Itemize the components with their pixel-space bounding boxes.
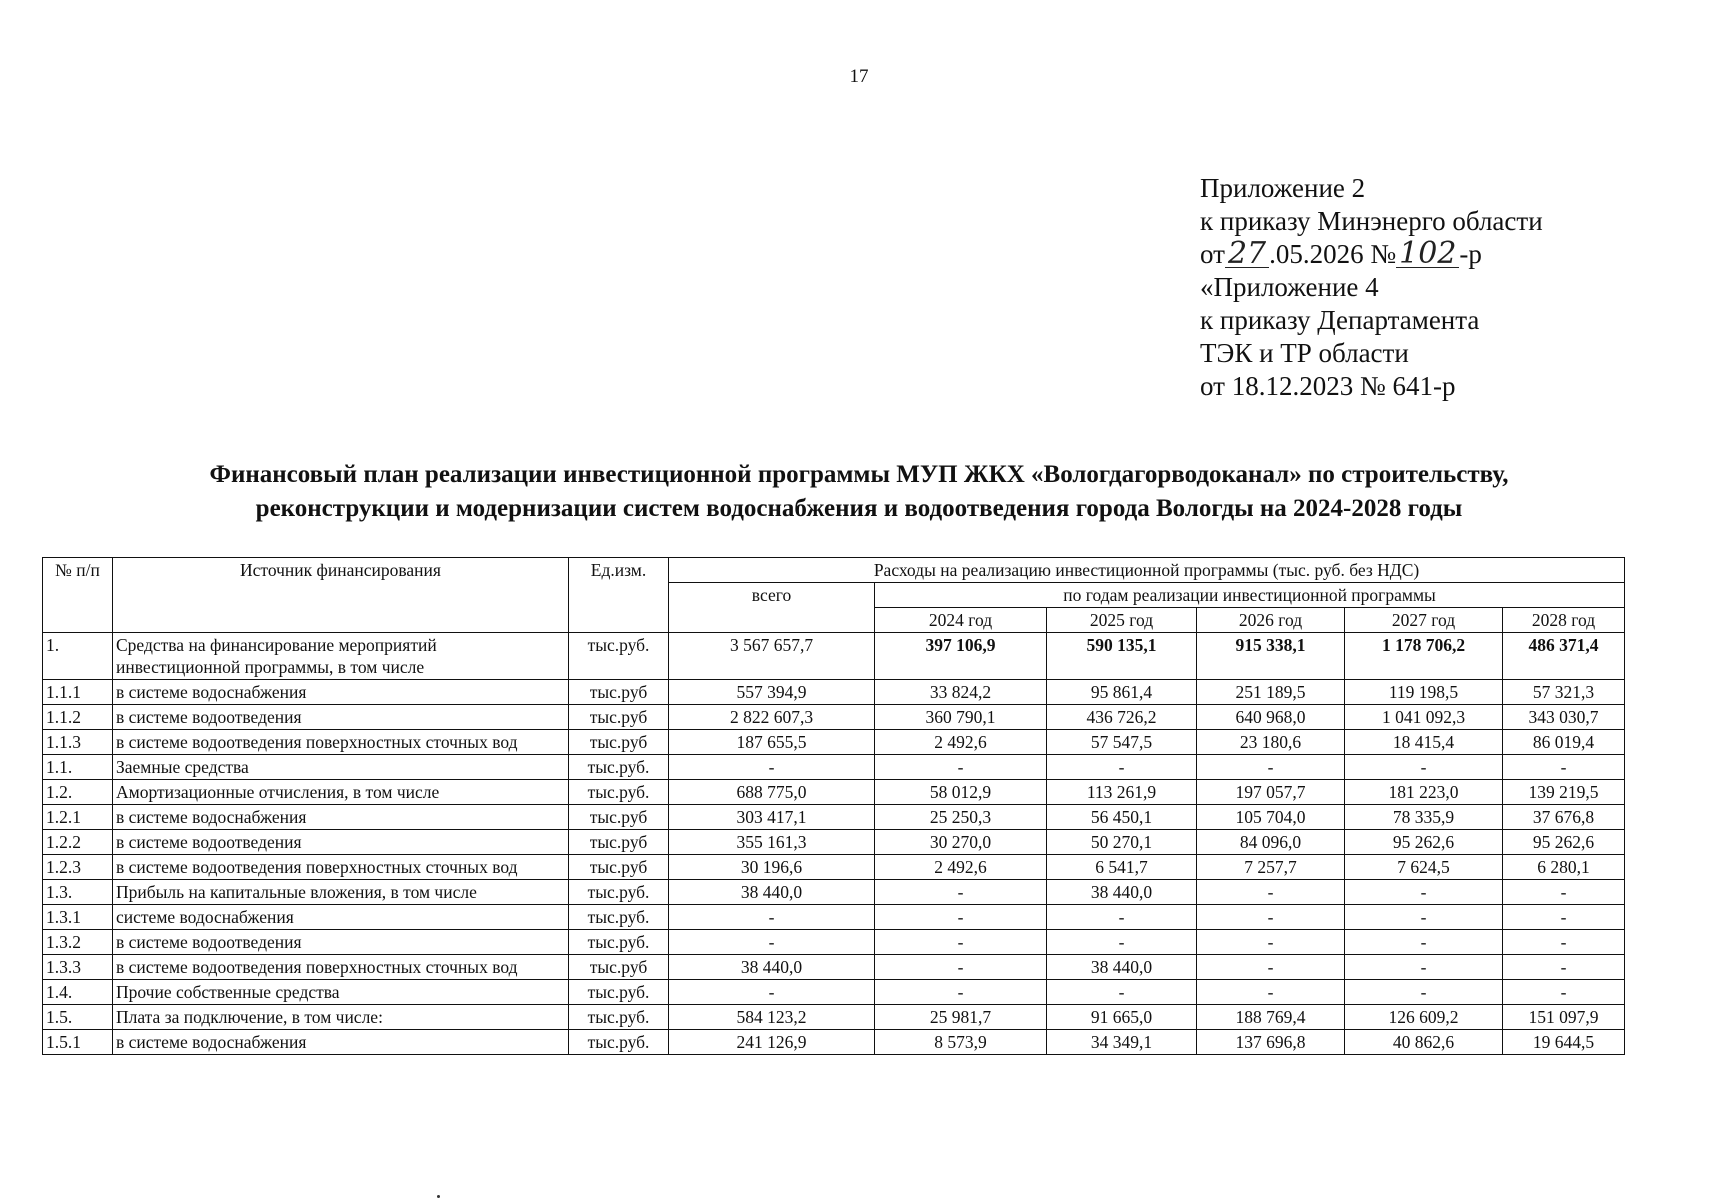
row-year-value: 33 824,2 [875,680,1047,705]
table-row [43,705,1625,730]
row-year-value: 34 349,1 [1047,1030,1197,1055]
appendix-date: .05.2026 № [1269,239,1397,269]
row-year-value: 640 968,0 [1197,705,1345,730]
row-year-value: 139 219,5 [1503,780,1625,805]
row-unit: тыс.руб [569,680,669,705]
header-year: 2025 год [1047,608,1197,633]
row-year-value: 37 676,8 [1503,805,1625,830]
row-number: 1.3.1 [43,905,113,930]
table-row [43,980,1625,1005]
table-row [43,855,1625,880]
row-number: 1.2.3 [43,855,113,880]
row-unit: тыс.руб. [569,1005,669,1030]
row-number: 1.2.2 [43,830,113,855]
row-number: 1.2.1 [43,805,113,830]
row-year-value: 126 609,2 [1345,1005,1503,1030]
row-source: Прибыль на капитальные вложения, в том числе [113,880,569,905]
row-number: 1.5.1 [43,1030,113,1055]
row-total: 355 161,3 [669,830,875,855]
row-year-value: 38 440,0 [1047,880,1197,905]
row-source: в системе водоснабжения [113,1030,569,1055]
row-total: - [669,905,875,930]
row-year-value: 25 981,7 [875,1005,1047,1030]
row-unit: тыс.руб [569,830,669,855]
row-year-value: - [875,930,1047,955]
row-year-value: 188 769,4 [1197,1005,1345,1030]
row-total: 187 655,5 [669,730,875,755]
row-number: 1.4. [43,980,113,1005]
row-year-value: 95 262,6 [1503,830,1625,855]
table-row [43,755,1625,780]
row-total: - [669,755,875,780]
row-year-value: - [1197,955,1345,980]
header-year: 2024 год [875,608,1047,633]
header-year: 2027 год [1345,608,1503,633]
document-title-line-2: реконструкции и модернизации систем водоснабжения и водоотведения города Вологды на 2024-2028 годы [255,495,1463,522]
row-unit: тыс.руб. [569,880,669,905]
row-source: в системе водоотведения [113,830,569,855]
row-number: 1.1.2 [43,705,113,730]
table-row [43,805,1625,830]
appendix-line-7: от 18.12.2023 № 641-р [1200,371,1456,401]
row-number: 1.3.3 [43,955,113,980]
row-year-value: 8 573,9 [875,1030,1047,1055]
row-year-value: - [1503,880,1625,905]
row-number: 1.3. [43,880,113,905]
row-year-value: 251 189,5 [1197,680,1345,705]
row-source: Средства на финансирование мероприятий инвестиционной программы, в том числе [113,633,569,680]
row-year-value: - [1345,880,1503,905]
row-year-value: 91 665,0 [1047,1005,1197,1030]
row-number: 1.2. [43,780,113,805]
appendix-line-1: Приложение 2 [1200,173,1366,203]
row-year-value: 2 492,6 [875,730,1047,755]
row-year-value: - [1197,880,1345,905]
row-year-value: 78 335,9 [1345,805,1503,830]
handwritten-day: 27 [1225,241,1269,268]
row-year-value: - [875,955,1047,980]
header-unit: Ед.изм. [569,558,669,633]
row-year-value: 57 547,5 [1047,730,1197,755]
scan-dot [437,1195,440,1198]
row-year-value: 105 704,0 [1197,805,1345,830]
table-row [43,880,1625,905]
row-year-value: - [1047,930,1197,955]
row-year-value: - [1047,905,1197,930]
row-year-value: 6 280,1 [1503,855,1625,880]
row-total: 38 440,0 [669,880,875,905]
row-year-value: - [1047,755,1197,780]
row-year-value: - [1197,905,1345,930]
row-year-value: - [875,755,1047,780]
row-year-value: 18 415,4 [1345,730,1503,755]
row-number: 1.5. [43,1005,113,1030]
row-year-value: - [1197,980,1345,1005]
row-number: 1.3.2 [43,930,113,955]
row-year-value: 1 178 706,2 [1345,633,1503,680]
appendix-line-5: к приказу Департамента [1200,305,1480,335]
table-row [43,780,1625,805]
row-number: 1.1.1 [43,680,113,705]
row-unit: тыс.руб [569,805,669,830]
row-total: 2 822 607,3 [669,705,875,730]
row-year-value: 137 696,8 [1197,1030,1345,1055]
appendix-line-3 [1200,238,1543,271]
header-num: № п/п [43,558,113,633]
table-row [43,905,1625,930]
row-total: 688 775,0 [669,780,875,805]
row-year-value: - [1197,755,1345,780]
row-year-value: - [1345,955,1503,980]
row-source: Плата за подключение, в том числе: [113,1005,569,1030]
row-year-value: 57 321,3 [1503,680,1625,705]
row-year-value: - [875,980,1047,1005]
row-unit: тыс.руб [569,955,669,980]
row-source: в системе водоснабжения [113,680,569,705]
document-title [40,458,1678,526]
row-unit: тыс.руб. [569,930,669,955]
table-row [43,1030,1625,1055]
row-year-value: 50 270,1 [1047,830,1197,855]
appendix-header [1200,172,1543,403]
row-year-value: 56 450,1 [1047,805,1197,830]
appendix-line-4: «Приложение 4 [1200,272,1379,302]
row-year-value: 7 624,5 [1345,855,1503,880]
appendix-line-6: ТЭК и ТР области [1200,338,1409,368]
row-year-value: - [1047,980,1197,1005]
row-year-value: 486 371,4 [1503,633,1625,680]
row-unit: тыс.руб. [569,905,669,930]
row-year-value: 113 261,9 [1047,780,1197,805]
row-year-value: - [1345,755,1503,780]
row-year-value: 436 726,2 [1047,705,1197,730]
row-unit: тыс.руб. [569,780,669,805]
row-year-value: 19 644,5 [1503,1030,1625,1055]
row-unit: тыс.руб. [569,980,669,1005]
row-total: 303 417,1 [669,805,875,830]
header-year: 2028 год [1503,608,1625,633]
row-source: в системе водоотведения [113,930,569,955]
row-year-value: 360 790,1 [875,705,1047,730]
row-year-value: - [1503,930,1625,955]
header-year: 2026 год [1197,608,1345,633]
row-year-value: - [875,905,1047,930]
row-total: 30 196,6 [669,855,875,880]
financial-plan-table [42,557,1625,1055]
row-year-value: 58 012,9 [875,780,1047,805]
row-year-value: 86 019,4 [1503,730,1625,755]
row-year-value: - [1503,905,1625,930]
table-row [43,930,1625,955]
row-year-value: 397 106,9 [875,633,1047,680]
row-year-value: 6 541,7 [1047,855,1197,880]
row-total: - [669,930,875,955]
row-year-value: 915 338,1 [1197,633,1345,680]
row-total: 38 440,0 [669,955,875,980]
row-unit: тыс.руб [569,705,669,730]
row-unit: тыс.руб. [569,1030,669,1055]
row-year-value: 343 030,7 [1503,705,1625,730]
header-by-years: по годам реализации инвестиционной программы [875,583,1625,608]
row-unit: тыс.руб [569,855,669,880]
table-row [43,633,1625,680]
appendix-line-2: к приказу Минэнерго области [1200,206,1543,236]
table-row [43,955,1625,980]
row-source: в системе водоотведения поверхностных сточных вод [113,855,569,880]
row-year-value: 151 097,9 [1503,1005,1625,1030]
row-year-value: 119 198,5 [1345,680,1503,705]
row-year-value: - [1197,930,1345,955]
row-source: Заемные средства [113,755,569,780]
row-year-value: - [1345,905,1503,930]
row-year-value: 1 041 092,3 [1345,705,1503,730]
row-year-value: 2 492,6 [875,855,1047,880]
appendix-date-prefix: от [1200,239,1225,269]
row-year-value: - [1503,980,1625,1005]
row-number: 1.1. [43,755,113,780]
row-total: 241 126,9 [669,1030,875,1055]
row-year-value: - [1345,930,1503,955]
row-year-value: - [1503,955,1625,980]
row-year-value: 95 262,6 [1345,830,1503,855]
row-source: в системе водоотведения поверхностных сточных вод [113,730,569,755]
row-year-value: 23 180,6 [1197,730,1345,755]
row-unit: тыс.руб. [569,755,669,780]
handwritten-order-number: 102 [1396,241,1459,268]
row-year-value: 197 057,7 [1197,780,1345,805]
row-year-value: 7 257,7 [1197,855,1345,880]
header-source: Источник финансирования [113,558,569,633]
row-total: - [669,980,875,1005]
row-year-value: 84 096,0 [1197,830,1345,855]
row-source: в системе водоотведения [113,705,569,730]
row-year-value: 95 861,4 [1047,680,1197,705]
table-row [43,830,1625,855]
row-source: в системе водоотведения поверхностных сточных вод [113,955,569,980]
page-number: 17 [849,66,869,87]
row-year-value: 25 250,3 [875,805,1047,830]
row-year-value: - [1345,980,1503,1005]
row-year-value: 40 862,6 [1345,1030,1503,1055]
header-expenses: Расходы на реализацию инвестиционной программы (тыс. руб. без НДС) [669,558,1625,583]
row-total: 3 567 657,7 [669,633,875,680]
table-row [43,680,1625,705]
row-unit: тыс.руб [569,730,669,755]
row-year-value: 38 440,0 [1047,955,1197,980]
appendix-number-suffix: -р [1459,239,1482,269]
row-source: системе водоснабжения [113,905,569,930]
row-total: 557 394,9 [669,680,875,705]
row-number: 1.1.3 [43,730,113,755]
row-year-value: - [1503,755,1625,780]
table-row [43,730,1625,755]
row-source: в системе водоснабжения [113,805,569,830]
table-body [43,633,1625,1055]
row-year-value: - [875,880,1047,905]
table-row [43,1005,1625,1030]
row-year-value: 590 135,1 [1047,633,1197,680]
row-source: Прочие собственные средства [113,980,569,1005]
row-unit: тыс.руб. [569,633,669,680]
document-title-line-1: Финансовый план реализации инвестиционной программы МУП ЖКХ «Вологдагорводоканал» по строительству, [209,461,1509,488]
header-total: всего [669,583,875,633]
row-year-value: 181 223,0 [1345,780,1503,805]
row-year-value: 30 270,0 [875,830,1047,855]
row-number: 1. [43,633,113,680]
row-total: 584 123,2 [669,1005,875,1030]
row-source: Амортизационные отчисления, в том числе [113,780,569,805]
